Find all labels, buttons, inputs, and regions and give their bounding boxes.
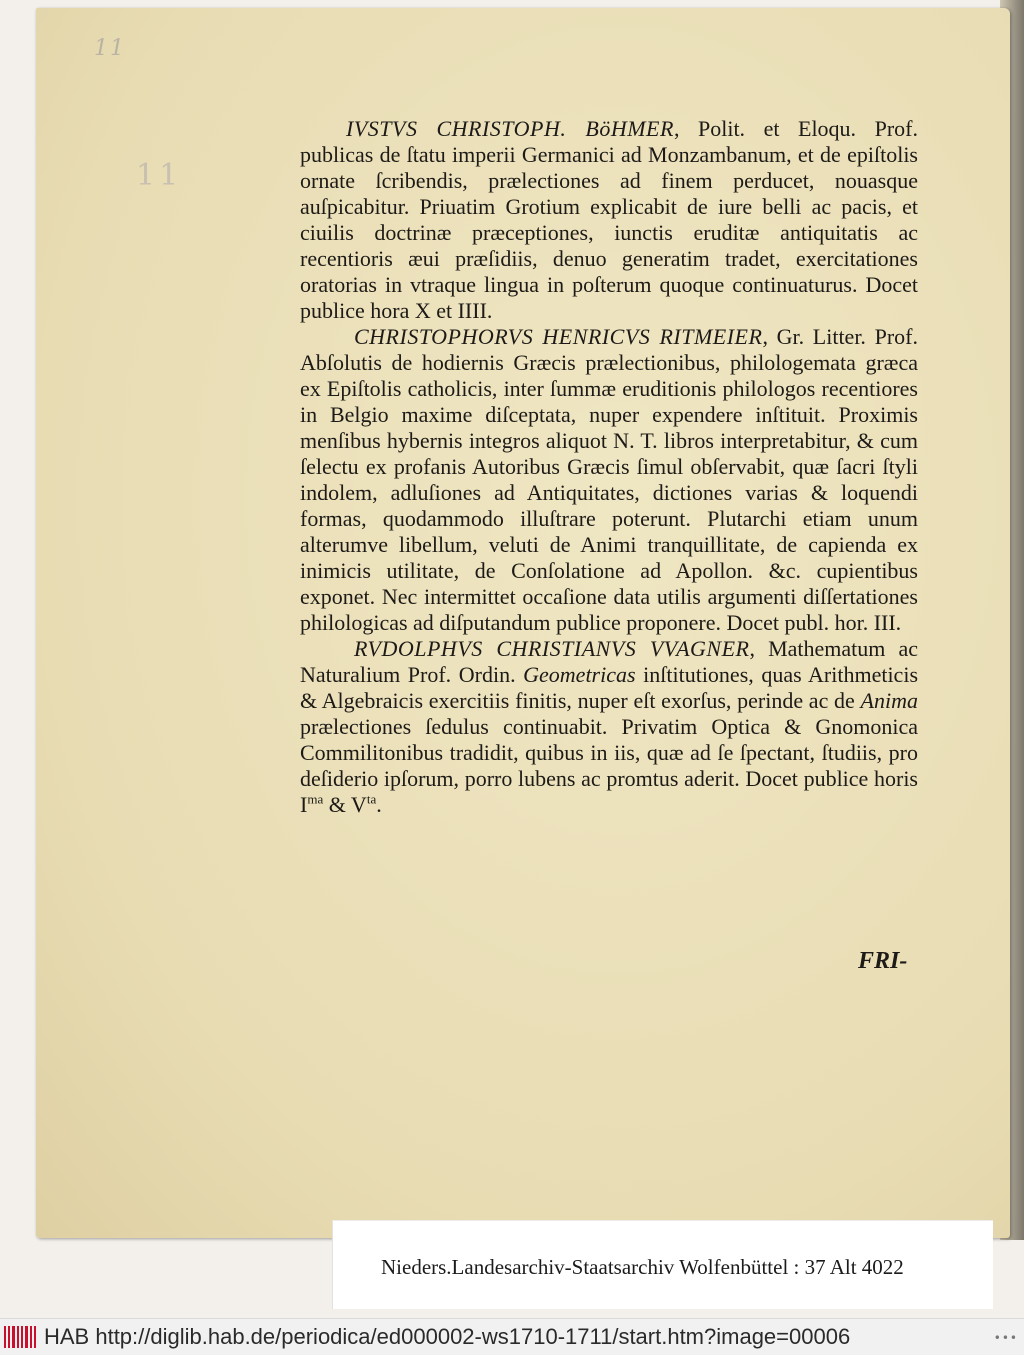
entry-text: prælectiones ſedulus continuabit. Privatim Optica & Gnomonica Commilitonibus tradidit, quibus in iis, quæ ad ſe ſpectant, ſtudiis, pro deſiderio ipſorum, porro lubens ac promtus aderit. Docet publice horis I <box>300 714 918 817</box>
entry-text: & V <box>323 792 367 817</box>
pencil-annotation-margin: 11 <box>136 158 183 193</box>
entry-text: . <box>376 792 382 817</box>
more-options-icon[interactable]: ••• <box>993 1331 1018 1345</box>
entry-text: , Gr. Litter. Prof. Abſolutis de hodiernis Græcis prælectionibus, philologemata græca ex Epiſtolis catholicis, inter ſummæ eruditionis philologos recentiores in Belgio maxime diſceptata, nuper expendere inſtituit. Proximis menſibus hybernis integros aliquot N. T. libros interpretabitur, & cum ſelectu ex profanis Autoribus Græcis ſimul obſervabit, quæ ſacri ſtyli indolem, adluſiones ad Antiquitates, dictiones varias & loquendi formas, quodammodo illuſtrare poterunt. Plutarchi etiam unum alterumve libellum, veluti de Animi tranquillitate, de capienda ex inimicis utilitate, de Conſolatione ad Apollon. &c. cupientibus exponet. Nec intermittet occaſione data utilis argumenti diſſertationes philologicas ad diſputandum publice proponere. Docet publ. hor. III. <box>300 324 918 635</box>
permalink-url[interactable]: HAB http://diglib.hab.de/periodica/ed000002-ws1710-1711/start.htm?image=00006 <box>44 1324 851 1349</box>
entry-wagner <box>300 636 918 818</box>
archive-reference-text: Nieders.Landesarchiv-Staatsarchiv Wolfenbüttel : 37 Alt 4022 <box>381 1255 904 1279</box>
entry-text: inſtitutiones, quas Arithmeticis & Algebraicis exercitiis finitis, nuper eſt exorſus, perinde ac de <box>300 662 918 713</box>
archive-reference-label <box>332 1220 993 1309</box>
entry-boehmer <box>300 116 918 324</box>
entry-name: CHRISTOPHORVS HENRICVS RITMEIER <box>354 324 763 349</box>
entry-name: RVDOLPHVS CHRISTIANVS VVAGNER <box>354 636 750 661</box>
superscript: ta <box>366 791 377 807</box>
entry-ritmeier <box>300 324 918 636</box>
entry-text: , Mathematum ac Naturalium Prof. Ordin. <box>300 636 918 687</box>
viewer-footer-bar <box>0 1318 1024 1355</box>
hab-barcode-icon <box>4 1326 38 1348</box>
entry-text: , Polit. et Eloqu. Prof. publicas de ſtatu imperii Germanici ad Monzambanum, et de epiſtolis ornate ſcribendis, prælectiones ad finem perducet, nouasque auſpicabitur. Priuatim Grotium explicabit de iure belli ac pacis, et ciuilis doctrinæ præceptiones, iunctis eruditæ antiquitatis ac recentioris æui præſidiis, denuo generatim tradet, exercitationes oratorias in vtraque lingua in poſterum quoque continuaturus. Docet publice hora X et IIII. <box>300 116 918 323</box>
catchword: FRI- <box>858 948 908 974</box>
entry-name: IVSTVS CHRISTOPH. BöHMER <box>346 116 674 141</box>
entry-italic-term: Geometricas <box>523 662 636 687</box>
pencil-annotation: 11 <box>94 36 126 61</box>
superscript: ma <box>307 791 324 807</box>
document-text <box>300 116 918 818</box>
entry-italic-term: Anima <box>860 688 918 713</box>
